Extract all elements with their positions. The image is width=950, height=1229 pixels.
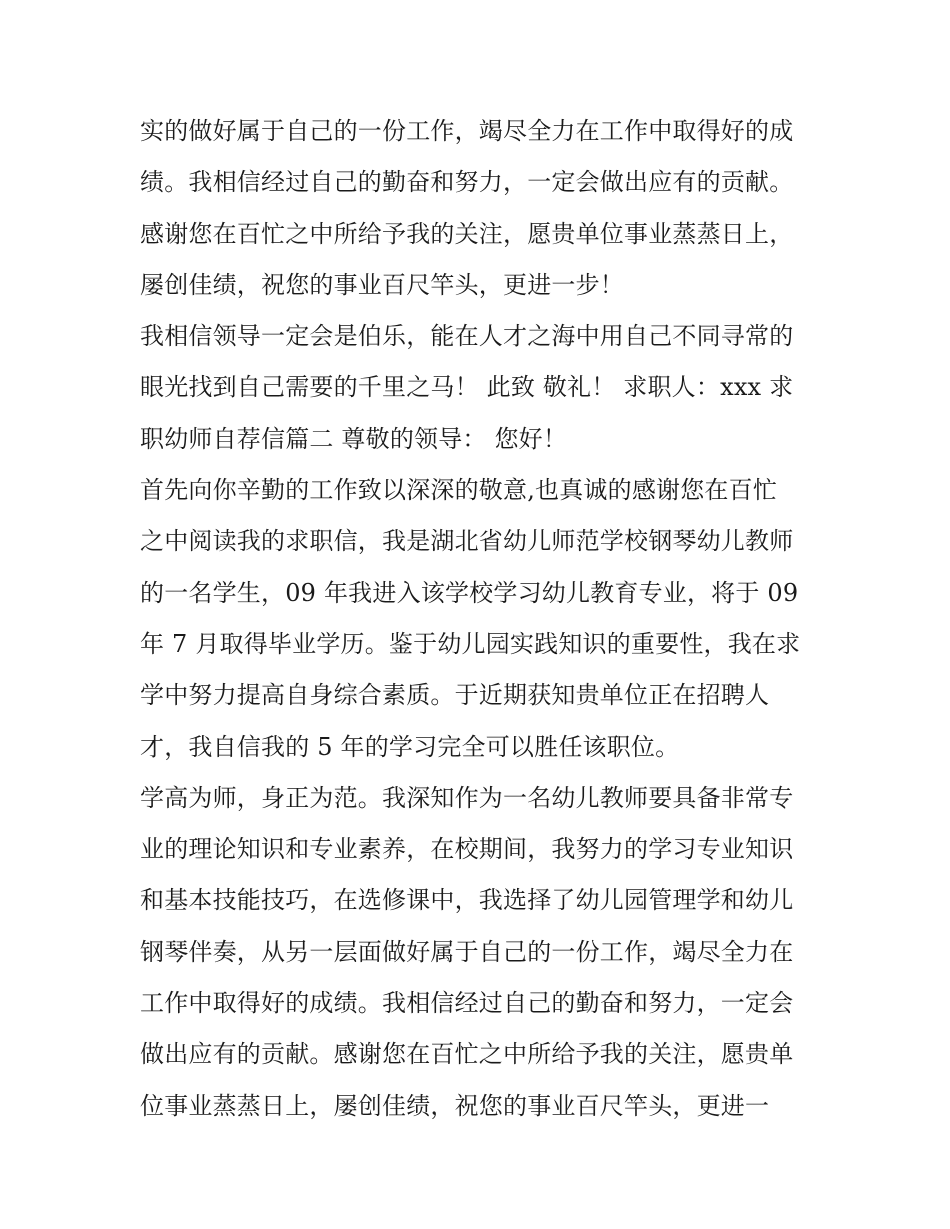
text-line: 才，我自信我的 5 年的学习完全可以胜任该职位。	[140, 732, 680, 761]
text-line: 之中阅读我的求职信，我是湖北省幼儿师范学校钢琴幼儿教师	[140, 527, 794, 556]
text-line: 工作中取得好的成绩。我相信经过自己的勤奋和努力，一定会	[140, 989, 794, 1018]
text-line: 绩。我相信经过自己的勤奋和努力，一定会做出应有的贡献。	[140, 168, 794, 197]
text-line: 年 7 月取得毕业学历。鉴于幼儿园实践知识的重要性，我在求	[140, 629, 801, 658]
text-line: 学中努力提高自身综合素质。于近期获知贵单位正在招聘人	[140, 681, 770, 710]
text-line: 业的理论知识和专业素养，在校期间，我努力的学习专业知识	[140, 835, 794, 864]
text-line: 实的做好属于自己的一份工作，竭尽全力在工作中取得好的成	[140, 117, 794, 145]
text-line: 感谢您在百忙之中所给予我的关注，愿贵单位事业蒸蒸日上，	[140, 219, 794, 248]
text-line: 做出应有的贡献。感谢您在百忙之中所给予我的关注，愿贵单	[140, 1040, 794, 1069]
text-line: 屡创佳绩，祝您的事业百尺竿头，更进一步！	[140, 270, 624, 299]
text-line: 眼光找到自己需要的千里之马！ 此致 敬礼！ 求职人：xxx 求	[140, 373, 794, 402]
text-line: 的一名学生，09 年我进入该学校学习幼儿教育专业，将于 09	[140, 578, 799, 607]
text-line: 位事业蒸蒸日上，屡创佳绩，祝您的事业百尺竿头，更进一	[140, 1091, 770, 1120]
text-line: 钢琴伴奏，从另一层面做好属于自己的一份工作，竭尽全力在	[140, 937, 794, 966]
text-line: 职幼师自荐信篇二 尊敬的领导： 您好！	[140, 424, 568, 453]
text-line: 我相信领导一定会是伯乐，能在人才之海中用自己不同寻常的	[140, 322, 794, 351]
text-line: 和基本技能技巧，在选修课中，我选择了幼儿园管理学和幼儿	[140, 886, 794, 915]
text-line: 首先向你辛勤的工作致以深深的敬意,也真诚的感谢您在百忙	[140, 476, 778, 505]
body-text	[140, 106, 820, 1132]
text-line: 学高为师，身正为范。我深知作为一名幼儿教师要具备非常专	[140, 783, 794, 812]
